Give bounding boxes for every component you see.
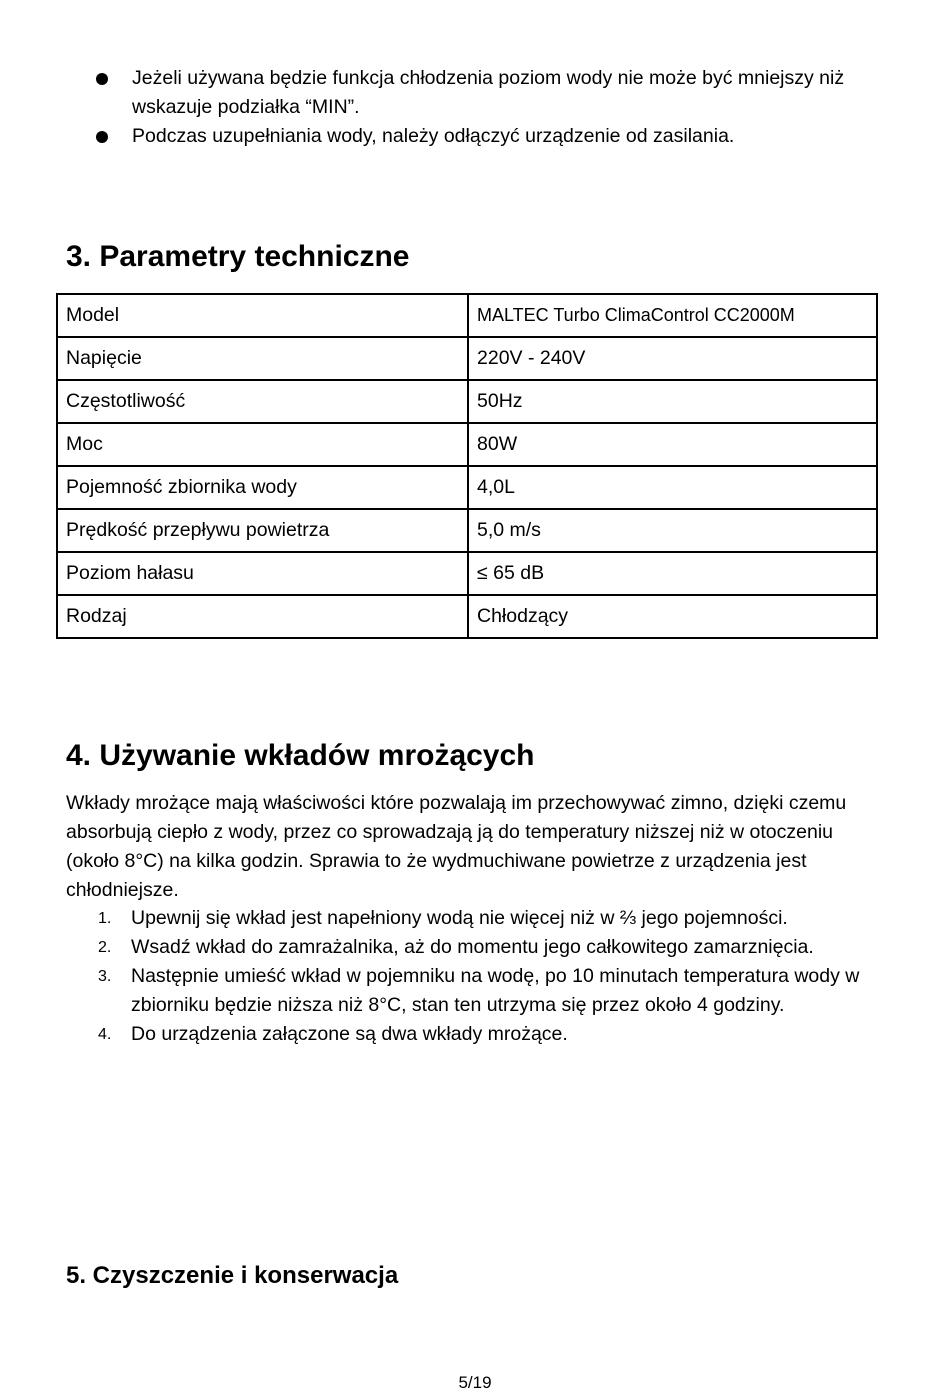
table-row [57, 423, 877, 466]
spec-label: Poziom hałasu [57, 552, 468, 595]
list-item [96, 933, 881, 962]
specs-table [56, 293, 878, 639]
table-row [57, 380, 877, 423]
spec-label: Prędkość przepływu powietrza [57, 509, 468, 552]
step-text: Upewnij się wkład jest napełniony wodą nie więcej niż w ⅔ jego pojemności. [131, 907, 788, 929]
spec-value: 5,0 m/s [468, 509, 877, 552]
table-row [57, 595, 877, 638]
table-row [57, 509, 877, 552]
step-number: 2. [98, 939, 112, 956]
section-title-freezing-inserts: 4. Używanie wkładów mrożących [66, 739, 535, 772]
bullet-item [96, 122, 856, 151]
spec-value: 80W [468, 423, 877, 466]
step-text: Wsadź wkład do zamrażalnika, aż do momentu jego całkowitego zamarznięcia. [131, 936, 814, 958]
spec-value: 50Hz [468, 380, 877, 423]
spec-value: 4,0L [468, 466, 877, 509]
step-number: 1. [98, 910, 112, 927]
steps-list [96, 904, 881, 1049]
step-number: 3. [98, 968, 112, 985]
freeze-intro-paragraph: Wkłady mrożące mają właściwości które pozwalają im przechowywać zimno, dzięki czemu absorbują ciepło z wody, przez co sprowadzają ją do temperatury niższej niż w otoczeniu (około 8°C) na kilka godzin. Sprawia to że wydmuchiwane powietrze z urządzenia jest chłodniejsze. [66, 792, 847, 901]
spec-value: MALTEC Turbo ClimaControl CC2000M [468, 294, 877, 337]
step-text: Do urządzenia załączone są dwa wkłady mrożące. [131, 1023, 568, 1045]
spec-label: Moc [57, 423, 468, 466]
section-title-cleaning: 5. Czyszczenie i konserwacja [66, 1262, 399, 1289]
spec-label: Napięcie [57, 337, 468, 380]
step-text: Następnie umieść wkład w pojemniku na wodę, po 10 minutach temperatura wody w zbiorniku będzie niższa niż 8°C, stan ten utrzyma się przez około 4 godziny. [131, 965, 860, 1016]
bullet-dot-icon [96, 73, 108, 85]
table-row [57, 337, 877, 380]
page-number: 5/19 [458, 1373, 492, 1392]
list-item [96, 1020, 881, 1049]
spec-label: Rodzaj [57, 595, 468, 638]
spec-value: 220V - 240V [468, 337, 877, 380]
table-row [57, 294, 877, 337]
bullet-item [96, 64, 856, 122]
bullet-text: Podczas uzupełniania wody, należy odłączyć urządzenie od zasilania. [132, 125, 735, 147]
section-title-parameters: 3. Parametry techniczne [66, 240, 410, 273]
list-item [96, 904, 881, 933]
step-number: 4. [98, 1026, 112, 1043]
list-item [96, 962, 881, 1020]
table-row [57, 552, 877, 595]
bullet-text: Jeżeli używana będzie funkcja chłodzenia poziom wody nie może być mniejszy niż wskazuje podziałka “MIN”. [132, 67, 845, 118]
spec-value: Chłodzący [468, 595, 877, 638]
spec-label: Częstotliwość [57, 380, 468, 423]
spec-label: Pojemność zbiornika wody [57, 466, 468, 509]
bullet-dot-icon [96, 131, 108, 143]
spec-label: Model [57, 294, 468, 337]
bullet-list [96, 64, 856, 151]
table-row [57, 466, 877, 509]
spec-value: ≤ 65 dB [468, 552, 877, 595]
